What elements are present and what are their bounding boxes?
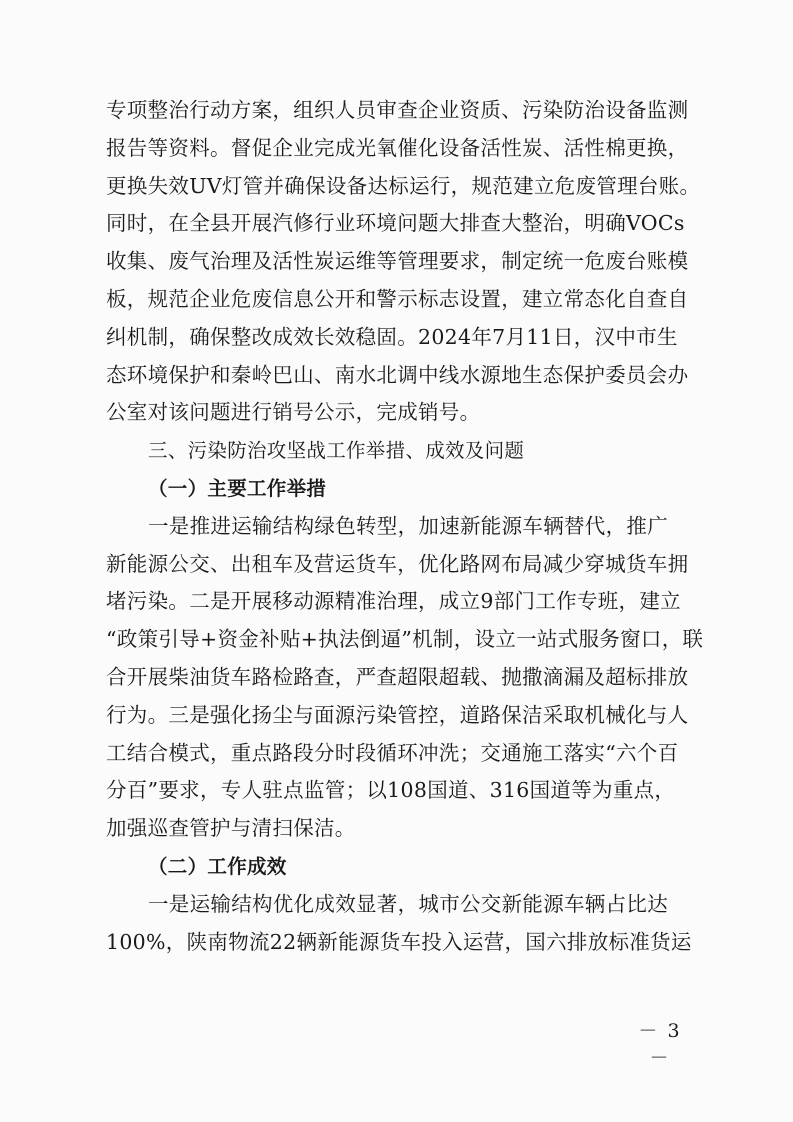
paragraph-line: 100%，陕南物流22辆新能源货车投入运营，国六排放标准货运 (106, 929, 692, 954)
section-heading: 三、污染防治攻坚战工作举措、成效及问题 (148, 439, 525, 463)
subsection-heading: （一）主要工作举措 (148, 476, 327, 500)
page-number: － 3 － (638, 1020, 682, 1069)
document-body (106, 92, 704, 961)
paragraph-line: 一是运输结构优化成效显著，城市公交新能源车辆占比达 (148, 891, 668, 916)
paragraph-line: 工结合模式，重点路段分时段循环冲洗；交通施工落实“六个百 (106, 740, 679, 765)
paragraph-line: 同时，在全县开展汽修行业环境问题大排查大整治，明确VOCs (106, 211, 685, 236)
paragraph-line: 分百”要求，专人驻点监管；以108国道、316国道等为重点， (106, 778, 676, 803)
paragraph-line: 加强巡查管护与清扫保洁。 (106, 816, 356, 841)
paragraph-line: 一是推进运输结构绿色转型，加速新能源车辆替代，推广 (148, 513, 668, 538)
paragraph-line: 堵污染。二是开展移动源精准治理，成立9部门工作专班，建立 (106, 589, 681, 614)
paragraph-line: 收集、废气治理及活性炭运维等管理要求，制定统一危废台账模 (106, 249, 689, 274)
subsection-heading: （二）工作成效 (148, 854, 287, 878)
paragraph-line: 专项整治行动方案，组织人员审查企业资质、污染防治设备监测 (106, 98, 689, 122)
paragraph-line: 行为。三是强化扬尘与面源污染管控，道路保洁采取机械化与人 (106, 702, 689, 727)
paragraph-line: “政策引导+资金补贴+执法倒逼”机制，设立一站式服务窗口，联 (106, 627, 704, 652)
paragraph-line: 板，规范企业危废信息公开和警示标志设置，建立常态化自查自 (106, 286, 689, 311)
paragraph-line: 更换失效UV灯管并确保设备达标运行，规范建立危废管理台账。 (106, 173, 701, 198)
paragraph-line: 态环境保护和秦岭巴山、南水北调中线水源地生态保护委员会办 (106, 362, 689, 387)
paragraph-line: 合开展柴油货车路检路查，严查超限超载、抛撒滴漏及超标排放 (106, 664, 689, 689)
paragraph-line: 报告等资料。督促企业完成光氧催化设备活性炭、活性棉更换， (106, 135, 689, 160)
paragraph-line: 公室对该问题进行销号公示，完成销号。 (106, 400, 481, 425)
paragraph-line: 纠机制，确保整改成效长效稳固。2024年7月11日，汉中市生 (106, 324, 678, 349)
paragraph-line: 新能源公交、出租车及营运货车，优化路网布局减少穿城货车拥 (106, 551, 689, 576)
